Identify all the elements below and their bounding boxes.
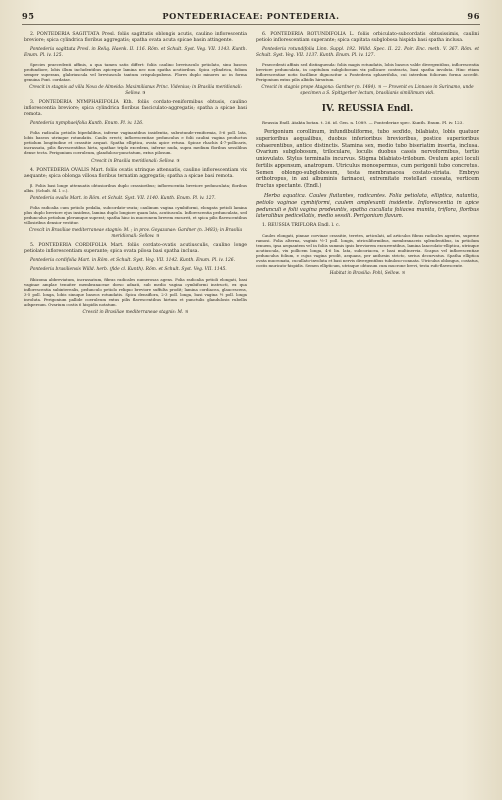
species-heading: 6. PONTEDERIA ROTUNDIFOLIA L. foliis orbiculato-subcordatis obtusissimis, caulini petiolo inflorescentiam superante; spica capitata subglobosa hispida basi spatha inclusa. (256, 32, 479, 43)
synonym-reference: Pontederia sagittata Presl. in Reliq. Haenk. II. 116. Röm. et Schult. Syst. Veg. VII. 1143. Kunth. Enum. Pl. iv. 125. (24, 46, 247, 58)
species-heading: 2. PONTEDERIA SAGITTATA Presl. foliis sagittatis oblongis acutis, caulino inflorescentia breviore; spica cylindrica floribus aggregatis; spatha ovata acuta spicae basin attingente. (24, 32, 247, 43)
variety-note: β. Foliis basi longe attenuatis obtusioribus duplo crassioribus; inflorescentia breviore pedunculata; floribus albis. (Schult. fil. l. c.). (24, 182, 247, 193)
page-number-right: 96 (467, 11, 480, 21)
genus-description: Perigonium corollinum, infundibuliforme, tubo sexfido, bilabiato, lobis quatuor superioribus aequalibus, duobus inferioribus brevioribus, postice superioribus cohaerentibus, antice distinctis. Stamina sex, medio tubo biseriatim inserta, inclusa. Ovarium subglobosum, triloculare, loculis duobus cassis nervoformibus, tertio uniovulato. Stylus terminalis incurvus. Stigma bilabiato-trilobum. Ovulum apici loculi fertilis appensum, anatropum. Utriculus monospermus, cum perigonii tubo concretus. Semen oblongo-subglobosum, testa membranacea costato-striata. Embryo orthotropus, in axi albuminis farinacei, extremitate rostellari cuoeata, verticem fructus spectante. (Endl.) (256, 129, 479, 190)
synonym-reference: Pontederia brasiliensis Willd. herb. (fide cl. Kunth). Röm. et Schult. Syst. Veg. VII. 1145. (30, 267, 227, 273)
running-header (22, 8, 480, 25)
genus-reference: Reussia Endl. Atakta botan. t. 26. id. Gen. n. 1089. — Pontederiae spec. Kunth. Enum. Pl. iv. 123. (262, 119, 464, 125)
synonym-reference: Pontederia cordifolia Mart. in Röm. et Schult. Syst. Veg. VII. 1142. Kunth. Enum. Pl. iv. 126. (30, 258, 235, 264)
synonym-reference: Pontederia rotundifolia Linn. Suppl. 192. Willd. Spec. II. 22. Poir. Enc. meth. V. 367. Röm. et Schult. Syst. Veg. VII. 1137. Kunth. Enum. Pl. iv. 127. (256, 46, 479, 58)
species-heading: 5. PONTEDERIA CORDIFOLIA Mart. foliis cordato-ovatis acutiusculis, caulino longe petiolato inflorescentiam superante; spica ovata pilosa basi spatha inclusa. (24, 243, 247, 255)
species-description: Rhizoma abbreviatum, incrassatum, fibras radicales numerosas agens. Folia radicalia petioli elongati, basi vaginae amplae tenuiter membranaceae dorso adnati, sub medio vagina cymbiformi instructi, ex qua inflorescentia subinterealis, pedunculo petiolo reliquo breviore suffulta prodit; lamina cordiacea, glaucescens, 3-5 poll. longa, lobis sinuque baseos rotundatis. Spica densiflora, 2-3 poll. longa, basi vagina ½ poll. longa involuta. Perigonium pallide coeruleum extus pilis flavescentibus hirtum et punctulis glandulosis rubellis adspersum. Ovarium costis 6 hispidis notatum. (24, 276, 247, 307)
locality-note: Crescit in Brasilia meridionali: Sellow. ♃ (91, 158, 180, 164)
locality-note: Crescit in Brasiliae mediterraneae stagnis: M. ; in prov. Goyazanae: Gardner (n. 3483); in Brasilia meridionali: Sellow. ♃ (28, 228, 243, 240)
page-number-left: 95 (22, 11, 35, 21)
locality-note: Crescit in Brasiliae mediterraneae stagnis: M. ♃ (82, 309, 189, 315)
synonym-reference: Pontederia nymphaeifolia Kunth. Enum. Pl. iv. 126. (30, 121, 144, 127)
species-heading: 1. REUSSIA TRIFLORA Endl. l. c. (262, 223, 340, 229)
locality-note: Crescit in stagnis ad villa Nova de Almeida: Maximilianus Princ. Videnius; in Brasilia meridionali: Sellow. ♃ (29, 85, 242, 97)
synonym-reference: Pontederia ovalis Mart. in Röm. et Schult. Syst. VII. 1140. Kunth. Enum. Pl. iv. 127. (30, 195, 216, 201)
species-description: Caules elongati, pinnae corvinae crassitie, teretes, articulati, ad articulos fibras radicales agentes, superne ramosi. Folia alterna, vaginis ½-1 poll. longis, utriculiformibus, membranaceis splendentibus, in petiolum tenuem, ipsa aequantem vel in foliis summis ipsis breviorem excurrentibus, lamina lanceolato-elliptica, utrinque acutiuscula, vix pollicem longa, 4-6 lin. lata, subcoriacea, e basi multinervia. Scapus vel inflorescentiae pedunculus folium, e cujus vagina prodit, aequans, per anthesin stricto, serius decurvatus. Spatha elliptica ovata mucronata, cucullato-involuta et basi nervis divergentibus tubuloso-connata. Utriculus oblongus, costatus, costis muricato-hispidis. Semen ellipticum, utrinque obtusum cum mucrone brevi, testa rufo-flavescente. (256, 232, 479, 268)
locality-note: Crescit in stagnis prope Atagona: Gardner (n. 1484). ♃ — Provenit ex Linnaeo in Surinamo, unde specimen a S. Spittgerber lectum, brasilianis simillimum vidi. (261, 85, 474, 97)
locality-note: Habitat in Brasilia: Pohl, Sellow. ♃ (329, 270, 406, 276)
species-description: Folia radicalia petiolis bipedalibus, inferne vaginantibus insidentia, subrotunde-reniformia, 5-6 poll. lata, lobis baseos utrinque rotundatis. Caulis erecti; inflorescentiae pedunculus e folii caulini vagina productus petiolum longitudine et crassitie aequat. Spatha elliptica, ovata apice retusa. Spicae rhachis 4-7-pollicaris, incrassata, pilis flavescentibus hirta, spathae triplo excedens, inferne nuda, supra medium floribus sessilibus dense tecta. Perigonium coeruleum, glanduloso-punctatum, extus pilosum. (24, 130, 247, 156)
running-title: PONTEDERIACEAE: PONTEDERIA. (162, 11, 340, 21)
species-heading: 4. PONTEDERIA OVALIS Mart. foliis ovatis utrinque attenuatis, caulino inflorescentiam vix aequante; spica oblonga villosa floribus ternatim aggregatis; spatha a spicae basi remota. (24, 167, 247, 179)
species-description: Praecedenti affinis sed distinguenda: foliis magis rotundatis, lobis baseos valde divergentibus, inflorescentia breviore pedunculata, in capitulum subglobosum vix pollicare contracta, basi spatha involuta. Hinc etiam inflorescentiae notis facillime dignoscitur a Pontederia sphaerifolia, cui interdum foliorum forma accedit. Perigonium extus pilis albidis hirsutum. (256, 61, 479, 82)
species-description: Species praecedenti affinis, a qua tamen satis differt: foliis caulino breviusculo petiolato, sinu baseos profundiore, lobis illum includentibus apiceque lamina nec non spatha acutioribus. Spica cylindrica, folium semper superans, glabriuscula vel breviusculo tantum crispulopubens. Flores duplo minores ac in forma genuina Pont. cordatae. (24, 61, 247, 82)
right-column (256, 32, 479, 280)
genus-title: IV. REUSSIA Endl. (321, 103, 414, 114)
species-description: Folia radicalia cum petiolo pedalia, subcordate-ovata; caulinum vagina cymbiformi, elongata petioli lamina plus duplo breviore ejus insidens, lamina duplo longiore quam lata, acutiuscula. Inflorescentia pedunculata, sed pedunculus petiolum plerumque superat; spatha hinc in mucronem brevem excurrit, et spica pilis flavescentibus villosiribus densior vestitur. (24, 205, 247, 226)
left-column (24, 32, 247, 319)
species-heading: 3. PONTEDERIA NYMPHAEIFOLIA Kth. foliis cordato-reniformibus obtusis, caulino inflorescentia breviore; spica cylindrica floribus fasciculato-aggregatis; spatha a spicae basi remota. (24, 100, 247, 117)
genus-habit: Herba aquatica. Caules fluitantes, radicantes. Folia petiolata, elliptica, natantia, petiolo vaginae cymbiformi, caulem amplexanti insidente. Inflorescentia in apice pedunculi e folii vagina prodeuntis, spatha cucullata foliacea munita, triflora, floribus lateralibus pedicellatis, medio sessili. Perigonium flavum. (256, 193, 479, 220)
